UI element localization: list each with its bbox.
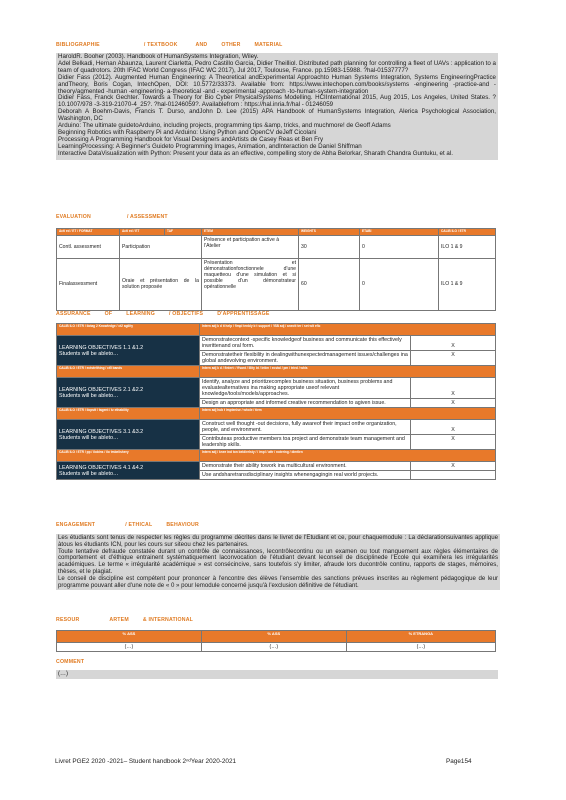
- bibliography-entry: Beginning Robotics with Raspberry Pi and Arduino: Using Python and OpenCV deJeff Cicolani: [58, 128, 317, 136]
- lo-mark: X: [411, 462, 496, 471]
- lo-item: Construct well thought -out decisions, fully awareof their impact onthe organization, people, and environment.: [200, 420, 411, 435]
- heading-word: ASSURANCE: [56, 311, 91, 317]
- evaluation-table: [56, 228, 496, 311]
- learning-heading: [56, 311, 284, 317]
- lo-title-cell: [57, 462, 200, 480]
- heading-word: EVALUATION: [56, 214, 91, 220]
- lo-item: Contributeas productive members toa project and demonstrate team management and leadership skills.: [200, 435, 411, 450]
- eval-weight: 30: [299, 235, 360, 258]
- header-cell: WEIGHTS: [299, 229, 360, 236]
- eval-weight: 60: [299, 258, 360, 310]
- learning-objective-row: [57, 420, 496, 435]
- partners-header-row: [57, 631, 496, 643]
- bibliography-entry: Didier Fass (2012). Augmented Human Engineering: A Theoretical andExperimental Approachto Human Systems Integration, Systems EngineeringPractice andTheory, Boris Cogan, IntechOpen, DOI: 10.5772/33373. Available from: https://www.intechopen.com/books/systems -engineering -practice-and -theory/agmented -human -engineering- a-theoretical -and - experimental -approach -to-human-system-integration: [58, 73, 496, 95]
- eval-extra: 0: [360, 235, 439, 258]
- ethics-heading: [56, 522, 213, 528]
- learning-header-row: [57, 408, 496, 420]
- bibliography-entry: Processing A Programming Handbook for Visual Designers andArtists de Casey Reas et Ben Fry: [58, 135, 324, 143]
- lo-mark: X: [411, 435, 496, 450]
- learning-header-row: [57, 450, 496, 462]
- footer-title: Livret PGE2 2020 -2021– Student handbook 2ⁿᵈYear 2020-2021: [55, 758, 237, 765]
- heading-word: / TEXTBOOK: [143, 42, 178, 48]
- partners-row: [57, 643, 496, 652]
- eval-ilo: ILO 1 & 9: [439, 258, 496, 310]
- bibliography-entry: HaroldR. Booher (2003). Handbook of HumanSystems Integration, Wiley.: [58, 53, 259, 60]
- bibliography-entry: Deborah A Boehm-Davis, Francis T. Durso, andJohn D. Lee (2015) APA Handbook of HumanSystems Integration, Alerica Psychological Association, Washington, DC: [58, 108, 496, 123]
- ethics-paragraph: Toute tentative defraude constatée durant un contrôle de connaissances, lecontrôlecontinu ou un examen ou tout manquement aux règles élémentaires de comportement et d'éthique entrainent systématiquement laconvocation de l'étudiant devant leconseil de disciplinede l'Ecole qui examinera les irrégularités académiques. Le terme « irrégularité académique » est consécincive, sans toutefois s'y limiter, afraude lors ducontrôle continu, rapports de stages, mémoires, thèses, et le plagiat.: [58, 547, 498, 575]
- heading-word: OTHER: [221, 42, 241, 48]
- bibliography-entry: Interactive DataVisualization with Python: Present your data as an effective, compelling story de Abha Belorkar, Sharath Chandra Guntuku, et al.: [58, 149, 453, 157]
- learning-header-row: [57, 324, 496, 336]
- bibliography-entry: LearningProcessing: A Beginner's Guideto Programming Images, Animation, andInteraction de Daniel Shiffman: [58, 142, 362, 150]
- bibliography-entry: Arduino: The ultimate guidetoArduino, including projects, programming tips &amp, tricks, and muchmore! de Geoff Adams: [58, 122, 391, 130]
- header-cell: Acti ed / ET: [120, 229, 165, 236]
- evaluation-row: [57, 258, 496, 310]
- lo-item: Demonstrate their ability towork ina multicultural environment.: [200, 462, 411, 471]
- partners-table: [56, 630, 496, 652]
- lo-mark: X: [411, 399, 496, 408]
- lo-title: LEARNING OBJECTIVES 1.1 &1.2: [59, 344, 144, 351]
- comment-heading: COMMENT: [56, 659, 85, 665]
- lo-mark: X: [411, 351, 496, 366]
- heading-word: OF: [104, 311, 113, 317]
- learning-objective-row: [57, 462, 496, 471]
- eval-ilo: ILO 1 & 9: [439, 235, 496, 258]
- lo-mark: X: [411, 420, 496, 435]
- heading-word: LEARNING: [126, 311, 155, 317]
- lo-header-right: Intern adj / knee ind ton beldirelsty / / impl / attr / notering / dimtlen: [200, 450, 496, 462]
- partners-header: % ETRANGA: [346, 631, 495, 643]
- lo-header-left: CALIB ILO / ETR / ectstelthing / ct5 bands: [57, 366, 200, 378]
- lo-header-left: CALIB ILO / ETR / pp / ilobins / ilo tmbelishery: [57, 450, 200, 462]
- heading-word: D'APPRENTISSAGE: [217, 311, 270, 317]
- header-cell: ETEM: [202, 229, 299, 236]
- eval-type: Finalassessment: [57, 258, 120, 310]
- heading-word: RESOUR: [56, 617, 80, 623]
- lo-item: Demonstratetheir flexibility in dealingwithunexpectedmanagement issues/challenges ina global andevolving environment.: [200, 351, 411, 366]
- bibliography-box: [56, 53, 498, 160]
- lo-title-cell: [57, 336, 200, 366]
- heading-word: / OBJECTIFS: [168, 311, 204, 317]
- eval-extra: 0: [360, 258, 439, 310]
- eval-description: Présence et participation active à l'Atelier: [202, 235, 299, 258]
- lo-title-cell: [57, 420, 200, 450]
- lo-subtitle: Students will be ableto…: [59, 350, 119, 357]
- partners-header: % ASS: [201, 631, 346, 643]
- heading-word: MATERIAL: [254, 42, 283, 48]
- heading-word: ENGAGEMENT: [56, 522, 96, 528]
- comment-box: (…): [56, 670, 498, 679]
- partners-header: % ASS: [57, 631, 202, 643]
- lo-mark: X: [411, 378, 496, 399]
- lo-title: LEARNING OBJECTIVES 3.1 &3.2: [59, 428, 144, 435]
- heading-word: / ETHICAL: [125, 522, 153, 528]
- evaluation-heading: [56, 214, 182, 220]
- eval-activity: Participation: [120, 235, 202, 258]
- heading-word: AND: [195, 42, 208, 48]
- learning-table: [56, 323, 496, 480]
- heading-word: ARTEM: [109, 617, 129, 623]
- lo-item: Use andsharetransdisciplinary insights whenengagingin real world projects.: [200, 471, 411, 480]
- learning-objective-row: [57, 336, 496, 351]
- header-cell: ETABI: [360, 229, 439, 236]
- lo-item: Identify, analyze and prioritizecomplex business situation, business problems and evaluatealternatives ina making appropriate useof relevant knowledge/tools/models/approaches.: [200, 378, 411, 399]
- partners-value: (…): [201, 643, 346, 652]
- lo-title: LEARNING OBJECTIVES 2.1 &2.2: [59, 386, 144, 393]
- heading-word: BIBLIOGRAPHIE: [56, 42, 100, 48]
- bibliography-heading: [56, 42, 297, 48]
- lo-item: Demonstratecontext -specific knowledgeof business and communicate this effectively inwrittenand oral form.: [200, 336, 411, 351]
- lo-header-right: Intern adj hub t imptenlse / whole / tiem: [200, 408, 496, 420]
- bibliography-entry: Didier Fass, Franck Gechter. Towards a Theory for Bio Cyber PhysicalSystems Modelling. HCIInternational 2015, Aug 2015, Los Angeles, United States. ?10.1007/978 -3-319-21070-4_25?. ?hal-01246059?. Availablefrom : https://hal.inria.fr/hal - 01246059: [58, 94, 496, 109]
- evaluation-header-row: [57, 229, 496, 236]
- lo-mark: X: [411, 336, 496, 351]
- partners-value: (…): [346, 643, 495, 652]
- heading-word: BEHAVIOUR: [166, 522, 199, 528]
- lo-header-right: Intern adj k d it help / fimpl tenbly b t support / 'ISB adj / anectt ter / set wlt efic: [200, 324, 496, 336]
- ethics-box: [56, 534, 500, 590]
- ethics-paragraph: Les étudiants sont tenus de respecter les règles du programme décrites dans le livret de l'Etudiant et ce, pour chaquemodule : La déclarationsuivantes applique àtous les étudiants ICN, pour les cours sur siteou chez les partenaires.: [58, 534, 498, 548]
- heading-word: / ASSESSMENT: [126, 214, 168, 220]
- evaluation-row: [57, 235, 496, 258]
- learning-header-row: [57, 366, 496, 378]
- header-cell: TAF: [165, 229, 202, 236]
- partners-value: (…): [57, 643, 202, 652]
- lo-title: LEARNING OBJECTIVES 4.1 &4.2: [59, 464, 144, 471]
- lo-subtitle: Students will be ableto…: [59, 434, 119, 441]
- eval-description: Présentation et démonstrationfonctionnele d'une maquetteou d'une simulation et si possible d'un démonstrateur opérationnelle: [202, 258, 299, 310]
- partners-heading: [56, 617, 207, 623]
- lo-mark: [411, 471, 496, 480]
- bibliography-entry: Adel Belkadi, Hernan Abaunza, Laurent Ciarletta, Pedro Castillo Garcia, Didier Theilliol. Distributed path planning for controlling a fleet of UAVs : application to a team of quadrotors. 20th IFAC World Congress (IFAC WC 2017), Jul 2017, Toulouse, France. pp.15983-15988. ?hal-01537777?: [58, 59, 496, 74]
- lo-title-cell: [57, 378, 200, 408]
- lo-header-right: Intern adj k d / fintert: / ffsant / Illity bt / Intim / ecstal / pm / tried / whis: [200, 366, 496, 378]
- header-cell: CALIB ILO / ETR: [439, 229, 496, 236]
- page-number: Page154: [446, 758, 472, 765]
- lo-item: Design an appropriate and informed creative recommendation to agiven issue.: [200, 399, 411, 408]
- heading-word: & INTERNATIONAL: [142, 617, 194, 623]
- lo-header-left: CALIB ILO / ETR / ilotag 2 Knowledge / ct2 agility: [57, 324, 200, 336]
- header-cell: Acti ed / ET / FORMAT: [57, 229, 120, 236]
- ethics-paragraph: Le conseil de discipline est compétent pour prononcer à l'encontre des élèves l'ensemble des sanctions prévues inscrites au règlement pédagogique de leur programme pouvant aller d'une note de « 0 » pour lemodule concerné jusqu'à l'exclusion définitive de l'étudiant.: [58, 574, 498, 589]
- eval-activity: Oraie et présentation de la solution proposée: [120, 258, 202, 310]
- learning-objective-row: [57, 378, 496, 399]
- lo-subtitle: Students will be ableto…: [59, 392, 119, 399]
- lo-header-left: CALIB ILO / ETR / ilopstt / tagent / tz ethability: [57, 408, 200, 420]
- lo-subtitle: Students will be ableto…: [59, 470, 119, 477]
- eval-type: Contl. assessment: [57, 235, 120, 258]
